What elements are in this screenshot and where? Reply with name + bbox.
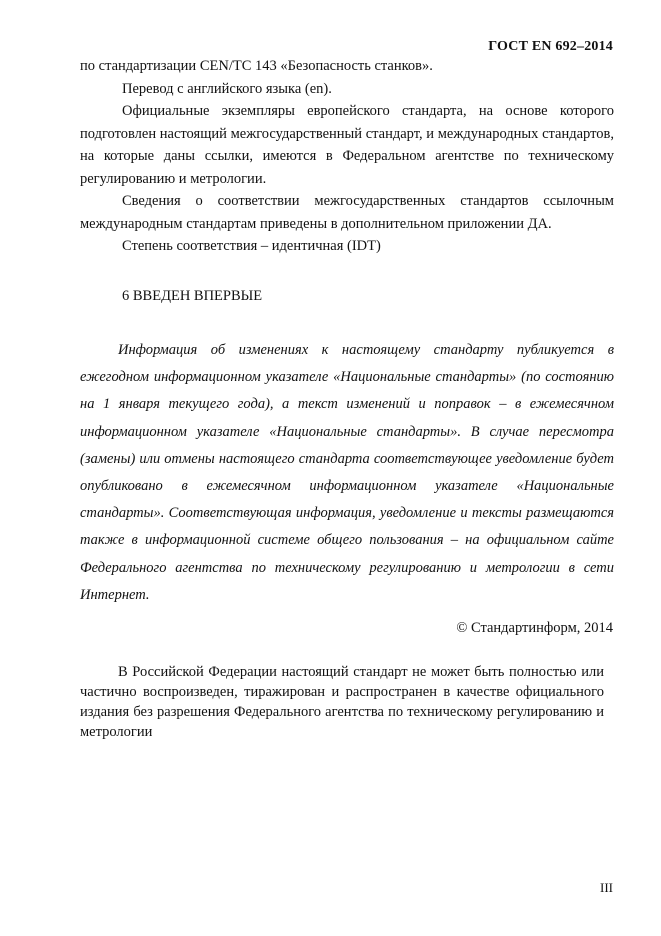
info-paragraph: Перевод с английского языка (en).: [122, 80, 332, 97]
info-paragraph: по стандартизации CEN/TC 143 «Безопасность станков».: [80, 58, 433, 74]
rights-statement: В Российской Федерации настоящий стандарт не может быть полностью или частично воспроизведен, тиражирован и распространен в качестве официального издания без разрешения Федерального агентства по техническому регулированию и метрологии: [80, 664, 604, 740]
copyright-line: © Стандартинформ, 2014: [456, 620, 613, 636]
changes-notice: Информация об изменениях к настоящему стандарту публикуется в ежегодном информационном указателе «Национальные стандарты» (по состоянию на 1 января текущего года), а текст изменений и поправок – в ежемесячном информационном указателе «Национальные стандарты». В случае пересмотра (замены) или отмены настоящего стандарта соответствующее уведомление будет опубликовано в ежемесячном информационном указателе «Национальные стандарты». Соответствующая информация, уведомление и тексты размещаются также в информационной системе общего пользования – на официальном сайте Федерального агентства по техническому регулированию и метрологии в сети Интернет.: [80, 342, 614, 603]
info-paragraph: Официальные экземпляры европейского стандарта, на основе которого подготовлен настоящий межгосударственный стандарт, и международных стандартов, на которые даны ссылки, имеются в Федеральном агентстве по техническому регулированию и метрологии.: [80, 103, 614, 187]
section-6-heading: 6 ВВЕДЕН ВПЕРВЫЕ: [122, 288, 263, 304]
info-paragraph: Сведения о соответствии межгосударственных стандартов ссылочным международным стандартам приведены в дополнительном приложении ДА.: [80, 193, 614, 232]
page-number: III: [600, 880, 613, 895]
standard-info-block: [80, 55, 614, 258]
info-paragraph: Степень соответствия – идентичная (IDT): [122, 238, 381, 254]
standard-code-header: ГОСТ EN 692–2014: [488, 39, 613, 54]
